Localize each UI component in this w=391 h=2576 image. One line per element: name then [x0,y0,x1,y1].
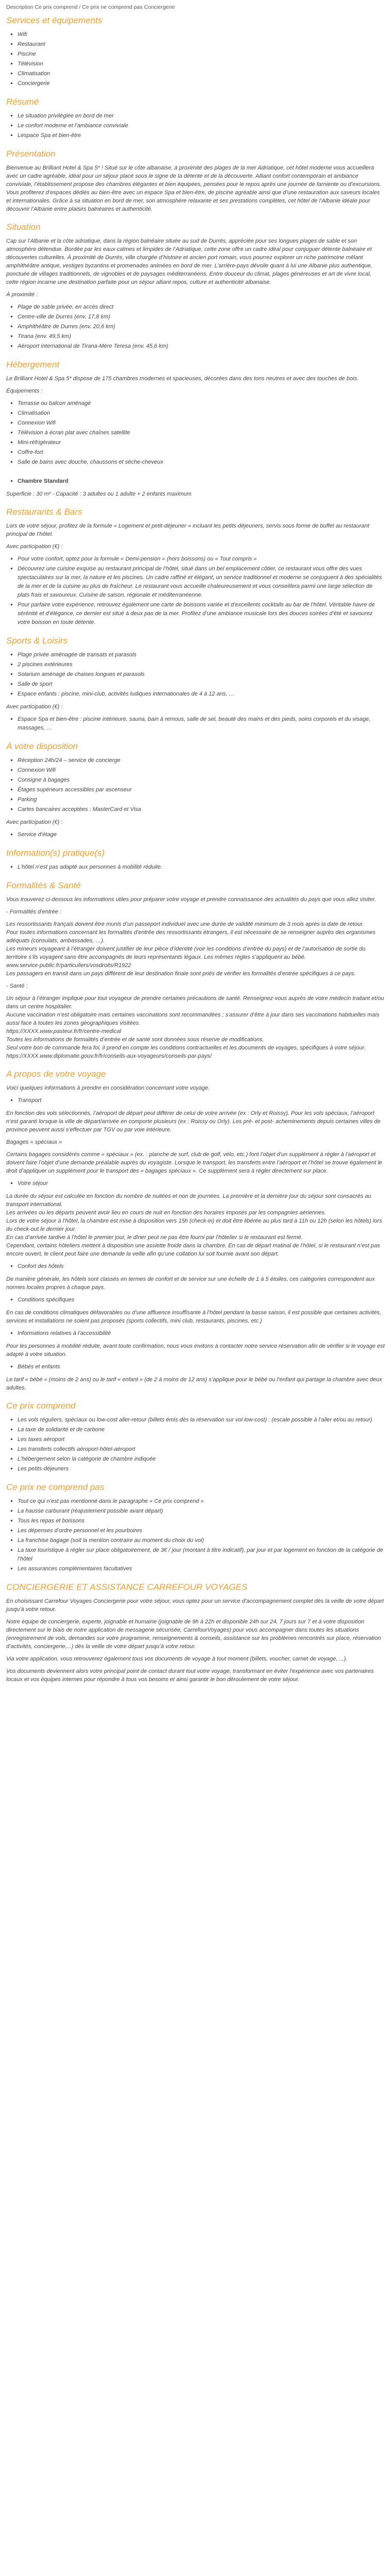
list-item: ▪ Service d’étage [18,831,385,839]
list-item: ▪ Tirana (env. 49,5 km) [18,332,385,341]
propos-conditions-text: En cas de conditions climatiques défavorables ou d’une affluence insuffisante à l’hôtel pendant la basse saison, il est possible que certaines activités, services et installations ne soient pas proposés (sports collectifs, mini club, restaurants, piscines, etc.) [6,1310,382,1324]
section-title-comprend: Ce prix comprend [6,1401,76,1411]
propos-confort-text: De manière générale, les hôtels sont classés en termes de confort et de service sur une échelle de 1 à 5 étoiles, ces catégories correspondent aux normes locales propres à chaque pays. [6,1276,375,1291]
list-item: ▪ Amphithéâtre de Durres (env. 20,6 km) [18,323,385,331]
section-title-propos: A propos de votre voyage [6,1069,106,1079]
list-item: ▪ Consigne à bagages [18,776,385,785]
section-title-disposition: À votre disposition [6,741,78,751]
list-item: ▪ Terrasse ou balcon aménagé [18,399,385,408]
proximity-list [6,303,385,351]
propos-bebes-text: Le tarif « bébé » (moins de 2 ans) ou le tarif « enfant » (de 2 à moins de 12 ans) s’applique pour le bébé ou l’enfant qui partage la chambre avec deux adultes. [6,1377,382,1391]
formalites-admin-title: - Formalités d’entrée : [6,909,61,915]
services-list [6,30,385,88]
section-title-formalites: Formalités & Santé [6,880,81,890]
list-item: ▪ Solarium aménagé de chaises longues et parasols [18,670,385,679]
list-item: ▪ L’hébergement selon la catégorie de chambre indiquée [18,1455,385,1464]
disposition-avec-label: Avec participation (€) : [6,819,63,825]
list-item: ▪ Les petits-déjeuners [18,1465,385,1473]
list-item: ▪ Découvrez une cuisine exquise au restaurant principal de l’hôtel, situé dans un bel emplacement côtier, ce restaurant vous offre des vues spectaculaires sur la mer, la nature et les piscines. Un cadre raffiné et élégant, un service traditionnel et moderne se conjuguent à des spécialités de la mer et de la cuisine au plus de fraîcheur. Le restaurant vous accueille chaleureusement et vous conseillera parmi une large sélection de plats frais et savoureux. Cuisine de saison, régionale et méditerranéenne. [18,565,385,600]
list-item: ▪ Connexion Wifi [18,766,385,775]
list-item: ▪ Parking [18,795,385,804]
sports-list [6,651,385,699]
formalites-intro: Vous trouverez ci-dessous les informations utiles pour préparer votre voyage et prendre connaissance des actualités du pays que vous allez visiter. [6,896,377,903]
list-item: ▪ Le situation privilégiée en bord de mer [18,112,385,121]
ne-comprend-list [6,1497,385,1573]
section-title-situation: Situation [6,222,41,232]
room-standard-details: Superficie : 30 m² - Capacité : 3 adultes ou 1 adulte + 2 enfants maximum [6,491,192,497]
section-title-sports: Sports & Loisirs [6,636,68,646]
propos-transport-text: En fonction des vols sélectionnés, l’aéroport de départ peut différer de celui de votre arrivée (ex : Orly et Roissy). Pour les vols spéciaux, l’aéroport n’est garanti lorsque la ville de départ/arrivée en comporte plusieurs (ex : Roissy ou Orly). Les pré- et post- acheminements depuis certaines villes de province peuvent aussi s’effectuer par TGV ou par voie intérieure. [6,1110,381,1133]
section-title-hebergement: Hébergement [6,360,60,369]
list-item: ▪ Pour votre confort, optez pour la formule « Demi-pension » (hors boissons) ou « Tout compris » [18,555,385,564]
section-title-services: Services et équipements [6,15,103,25]
list-item: ▪ Les taxes aéroport [18,1435,385,1444]
room-type-standard: ▪ Chambre Standard [18,477,385,486]
list-item: ▪ Centre-ville de Durres (env. 17,8 km) [18,313,385,321]
propos-transport-label-list [6,1096,385,1105]
list-item: ▪ Restaurant [18,40,385,49]
list-item: ▪ Les dépenses d’ordre personnel et les pourboires [18,1527,385,1535]
section-title-presentation: Présentation [6,149,56,159]
propos-bagages-label: Bagages « spéciaux » [6,1139,62,1145]
conciergerie-paragraph: Notre équipe de conciergerie, experte, joignable et humaine (joignable de 9h à 22h et disponible 24h sur 24, 7 jours sur 7 et à votre disposition directement sur le biais de notre application de messagerie sécurisée, CarrefourVoyages) pour vous accompagner dans toutes les situations (enregistrement de vols, demandes sur votre programme, renseignements & conseils, assistance sur les problèmes rencontrés sur place, réservation d’activités, conciergerie,...) dès la veille de votre départ jusqu’à votre retour. [6,1619,381,1650]
propos-bebes-label-list [6,1363,385,1371]
propos-conditions-label: ▪ Conditions spécifiques [18,1296,385,1304]
propos-sejour-label-list [6,1179,385,1188]
propos-bagages-text: Certains bagages considérés comme « spéciaux » (ex. : planche de surf, club de golf, vélo, etc.) font l’objet d’un supplément à régler à l’aéroport et doivent faire l’objet d’une demande préalable auprès du voyagiste. Lorsque le transport, les transferts entre l’aéroport et l’hôtel se trouve également le droit d’appliquer un supplément pour le transport des « bagages spéciaux ». Ce supplément sera à régler directement sur place. [6,1151,382,1174]
list-item: ▪ Télévision à écran plat avec chaînes satellite [18,429,385,437]
list-item: ▪ La taxe touristique à régler sur place obligatoirement, de 3€ / jour (montant à titre indicatif), par jour et par logement en fonction de la catégorie de l’hôtel [18,1546,385,1564]
page-description: Description Ce prix comprend / Ce prix ne comprend pas Conciergerie [6,4,175,10]
list-item: ▪ La franchise bagage (soit la mention contraire au moment du choix du vol) [18,1536,385,1545]
list-item: ▪ Le confort moderne et l’ambiance conviviale [18,122,385,130]
section-title-ne-comprend: Ce prix ne comprend pas [6,1482,104,1492]
comprend-list [6,1416,385,1473]
section-title-restaurants: Restaurants & Bars [6,507,83,517]
list-item: ▪ Télévision [18,60,385,69]
list-item: ▪ Cartes bancaires acceptées : MasterCard et Visa [18,805,385,814]
list-item: ▪ Espace enfants : piscine, mini-club, activités ludiques internationales de 4 à 12 ans, … [18,690,385,699]
propos-confort-label: ▪ Confort des hôtels [18,1262,385,1271]
section-title-conciergerie: CONCIERGERIE ET ASSISTANCE CARREFOUR VOYAGES [6,1582,248,1592]
list-item: ▪ Tous les repas et boissons [18,1517,385,1526]
list-item: ▪ Connexion Wifi [18,419,385,428]
list-item: ▪ Lespace Spa et bien-être [18,131,385,140]
propos-intro: Voici quelques informations à prendre en considération concernant votre voyage. [6,1085,210,1091]
formalites-sante-text: Un séjour à l’étranger implique pour tout voyageur de prendre certaines précautions de santé. Renseignez-vous auprès de votre médecin traitant et/ou dans un centre hospitalier. Aucune vaccination n’est obligatoire mais certaines vaccinations sont recommandées ; s’assurer d’être à jour dans ses vaccinations habituelles mais aussi face à toutes les zones géographiques visitées. https://XXXX.www.pasteur.fr/fr/centre-medical Toutes les informations de formalités d’entrée et de santé sont données sous réserve de modifications. Seul votre bon de commande fera foi, il prend en compte les conditions contractuelles et les documents de voyages, spécifiques à votre séjour. https://XXXX.www.diplomatie.gouv.fr/fr/conseils-aux-voyageurs/conseils-par-pays/ [6,995,384,1059]
formalites-sante-title: - Santé : [6,983,28,989]
hebergement-paragraph: Le Brilliant Hotel & Spa 5* dispose de 175 chambres modernes et spacieuses, décorées dans des tons neutres et avec des touches de bois. [6,376,359,382]
list-item: ▪ Salle de sport [18,680,385,689]
sports-avec-label: Avec participation (€) : [6,704,63,710]
conciergerie-paragraph: En choisissant Carrefour Voyages Conciergerie pour votre séjour, vous optez pour un service d’accompagnement complet dès la veille de votre départ jusqu’à votre retour. [6,1598,384,1613]
list-item: ▪ Plage de sable privée, en accès direct [18,303,385,312]
list-item: ▪ 2 piscines extérieures [18,660,385,669]
propos-transport-label: ▪ Transport [18,1096,385,1105]
propos-access-label-list [6,1329,385,1338]
restaurants-avec-label: Avec participation (€) : [6,544,63,550]
list-item: ▪ Les transferts collectifs aéroport-hôtel-aéroport [18,1445,385,1454]
propos-bebes-label: ▪ Bébés et enfants [18,1363,385,1371]
disposition-list [6,756,385,814]
list-item: ▪ Réception 24h/24 – service de concierge [18,756,385,765]
list-item: ▪ Tout ce qui n’est pas mentionné dans le paragraphe « Ce prix comprend » [18,1497,385,1506]
list-item: ▪ L’hôtel n’est pas adapté aux personnes à mobilité réduite. [18,863,385,872]
list-item: ▪ Piscine [18,50,385,59]
list-item: ▪ Plage privée aménagée de transats et parasols [18,651,385,659]
formalites-admin-text: Les ressortissants français doivent être munis d’un passeport individuel avec une durée de validité minimum de 3 mois après la date de retour. Pour toutes informations concernant les formalités d’entrée des ressortissants étrangers, il est nécessaire de se renseigner auprès des organismes adéquats (consulats, ambassades, …). Les mineurs voyageant à l’étranger doivent justifier de leur pièce d’identité (voir les conditions d’entrée du pays) et de l’autorisation de sortie du territoire s’ils voyagent sans être accompagnés de leurs représentants légaux. Les mêmes règles s’appliquent au bébé. www.service-public.fr/particuliers/vosdroits/R1922 Les passagers en transit dans un pays différent de leur destination finale sont priés de vérifier les formalités d’entrée spécifiques à ce pays. [6,921,376,977]
proximity-label: À proximité : [6,292,38,298]
section-title-information: Information(s) pratique(s) [6,848,105,858]
list-item: ▪ Espace Spa et bien-être : piscine intérieure, sauna, bain à remous, salle de sel, beauté des mains et des pieds, soins corporels et du visage, massages, … [18,715,385,733]
presentation-paragraph: Bienvenue au Brilliant Hotel & Spa 5* ! Situé sur le côte albanaise, à proximité des plages de la mer Adriatique, cet hôtel moderne vous accueillera avec un cadre agréable, idéal pour un séjour placé sous le signe de la détente et de la découverte. Alliant confort contemporain et ambiance conviviale, l’établissement propose des chambres élégantes et bien équipées, pensées pour le repos après une journée de farniente ou d’excursions. Vous profiterez d’espaces dédiés au bien-être avec un espace Spa et bien-être, de piscine agréable ainsi que d’une restauration aux saveurs locales et internationales. Grâce à sa situation en bord de mer, son atmosphère relaxante et ses prestations complètes, cet hôtel de l’Albanie idéale pour découvrir l’Albanie entre plaisirs balnéaires et authenticité. [6,165,382,212]
propos-confort-label-list [6,1262,385,1271]
list-item: ▪ Wifi [18,30,385,39]
restaurants-paragraph: Lors de votre séjour, profitez de la formule « Logement et petit-déjeuner » incluant les petits-déjeuners, servis sous forme de buffet au restaurant principal de l’hôtel. [6,523,369,537]
list-item: ▪ La hausse carburant (réajustement possible avant départ) [18,1507,385,1516]
list-item: ▪ Coffre-fort [18,448,385,457]
conciergerie-paragraph: Via votre application, vous retrouverez également tous vos documents de voyage à tout moment (billets, voucher, carnet de voyage, ...). [6,1656,348,1662]
list-item: ▪ Climatisation [18,409,385,418]
propos-sejour-label: ▪ Votre séjour [18,1179,385,1188]
propos-sejour-text: La durée du séjour est calculée en fonction du nombre de nuitées et non de journées. La première et la dernière jour du séjour sont consacrés au transport international. Les arrivées ou les départs peuvent avoir lieu en cours de nuit en fonction des horaires imposés par les compagnies aériennes. Lors de votre séjour à l’hôtel, la chambre est mise à disposition vers 15h (check-in) et doit être libérée au plus tard à 11h ou 12h (selon les hôtels) lors du check-out le dernier jour. En cas d’arrivée tardive à l’hôtel le premier jour, le dîner peut ne pas être fourni par l’hôtelier si le restaurant est fermé. Cependant, certains hôteliers mettent à disposition une assiette froide dans la chambre. En cas de départ matinal de l’hôtel, si le restaurant n’est pas encore ouvert, le client peut faire une demande la veille afin qu’une collation lui soit fournie avant son départ. [6,1193,382,1257]
disposition-paid-list [6,831,385,839]
equipements-label: Équipements : [6,388,43,394]
list-item: ▪ Salle de bains avec douche, chaussons et sèche-cheveux [18,458,385,467]
conciergerie-paragraph: Vos documents deviennent alors votre principal point de contact durant tout votre voyage, transformant en éviter l’expérience avec vos partenaires locaux et vos équipes internes pour répondre à tous vos besoins et ainsi garantir le bon déroulement de votre séjour. [6,1668,374,1683]
list-item: ▪ Les vols réguliers, spéciaux ou low-cost aller-retour (billets émis dès la réservation sur vol low-cost) : (escale possible à l’aller et/ou au retour) [18,1416,385,1425]
section-title-resume: Résumé [6,97,39,107]
list-item: ▪ Mini-réfrigérateur [18,438,385,447]
equipements-list [6,399,385,467]
list-item: ▪ Conciergerie [18,79,385,88]
list-item: ▪ Climatisation [18,70,385,78]
propos-access-label: ▪ Informations relatives à l’accessibilité [18,1329,385,1338]
list-item: ▪ Aéroport international de Tirana-Mère Teresa (env. 45,6 km) [18,342,385,351]
room-type-list [6,477,385,486]
information-list [6,863,385,872]
propos-conditions-label-list [6,1296,385,1304]
sports-paid-list [6,715,385,733]
list-item: ▪ Les assurances complémentaires facultatives [18,1565,385,1573]
situation-paragraph: Cap sur l’Albanie et la côte adriatique, dans la région balnéaire située au sud de Durrës, appréciée pour ses longues plages de sable et son atmosphère détendue. Bordée par les eaux calmes et limpides de l’Adriatique, cette zone offre un cadre idéal pour conjuguer détente balnéaire et découvertes culturelles. À proximité de Durrës, ville chargée d’histoire et ancien port romain, vous pourrez explorer un riche patrimoine mêlant amphithéâtre antique, vestiges byzantins et promenades animées en bord de mer. L’arrière-pays dévoile quant à lui une Albanie plus authentique, ponctuée de villages traditionnels, de vignobles et de paysages méditerranéens. Entre douceur du climat, plages généreuses et art de vivre local, cette région incarne une destination parfaite pour un séjour alliant repos, culture et authenticité albanaise. [6,238,372,285]
restaurants-list [6,555,385,627]
resume-list [6,112,385,140]
propos-access-text: Pour les personnes à mobilité réduite, avant toute confirmation, nous vous invitons à contacter notre service réservation afin de vérifier si le voyage est adapté à votre situation. [6,1343,385,1358]
list-item: ▪ Pour parfaire votre expérience, retrouvez également une carte de boissons variée et d’excellents cocktails au bar de l’hôtel. Véritable havre de sérénité et d’élégance, ce dernier est situé à deux pas de la mer. Profitez d’une ambiance musicale lors des douces soirées d’été et savourez votre boisson en toute détente. [18,601,385,627]
list-item: ▪ La taxe de solidarité et de carbone [18,1426,385,1434]
list-item: ▪ Étages supérieurs accessibles par ascenseur [18,786,385,794]
